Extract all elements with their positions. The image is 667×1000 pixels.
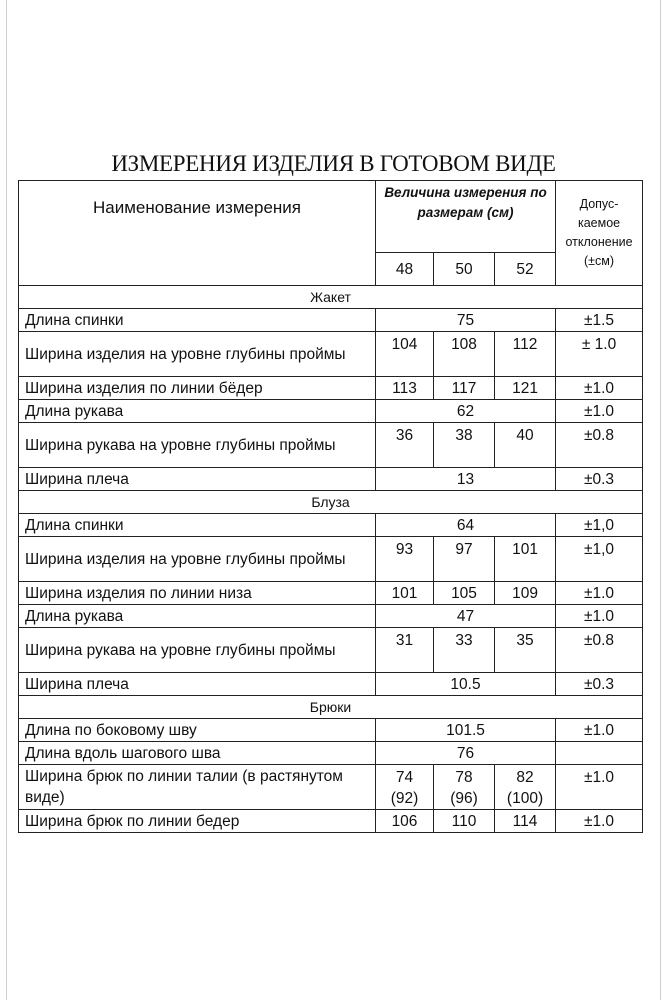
table-row [19, 309, 643, 332]
section-title: Жакет [19, 286, 643, 309]
table-row [19, 537, 643, 582]
measurement-name: Ширина изделия на уровне глубины проймы [19, 332, 376, 377]
tolerance-value: ±0.8 [556, 423, 643, 468]
header-tolerance: Допус-каемое отклонение (±см) [556, 181, 643, 286]
section-row [19, 491, 643, 514]
tolerance-value: ±1.0 [556, 400, 643, 423]
table-row [19, 628, 643, 673]
value-all-sizes: 10.5 [376, 673, 556, 696]
value-size-50: 33 [434, 628, 495, 673]
page-title: ИЗМЕРЕНИЯ ИЗДЕЛИЯ В ГОТОВОМ ВИДЕ [111, 151, 556, 176]
tolerance-value: ±1,0 [556, 537, 643, 582]
value-size-48: 74 (92) [376, 765, 434, 810]
value-size-48: 36 [376, 423, 434, 468]
section-row [19, 696, 643, 719]
value-size-52: 112 [495, 332, 556, 377]
value-size-52: 82 (100) [495, 765, 556, 810]
table-row [19, 605, 643, 628]
tolerance-value: ±1.0 [556, 719, 643, 742]
value-size-48: 113 [376, 377, 434, 400]
table-row [19, 673, 643, 696]
value-size-48: 106 [376, 810, 434, 833]
measurements-table [18, 180, 643, 833]
section-row [19, 286, 643, 309]
tolerance-value: ±0.8 [556, 628, 643, 673]
table-row [19, 582, 643, 605]
value-all-sizes: 13 [376, 468, 556, 491]
value-all-sizes: 75 [376, 309, 556, 332]
value-size-50: 110 [434, 810, 495, 833]
measurement-name: Ширина изделия по линии бёдер [19, 377, 376, 400]
value-size-48: 104 [376, 332, 434, 377]
value-size-52: 101 [495, 537, 556, 582]
header-size-48: 48 [376, 253, 434, 286]
header-size-50: 50 [434, 253, 495, 286]
measurement-name: Длина спинки [19, 514, 376, 537]
measurement-name: Длина по боковому шву [19, 719, 376, 742]
measurement-name: Ширина плеча [19, 468, 376, 491]
value-size-50: 97 [434, 537, 495, 582]
value-all-sizes: 62 [376, 400, 556, 423]
measurement-name: Ширина плеча [19, 673, 376, 696]
tolerance-value: ±1,0 [556, 514, 643, 537]
table-row [19, 719, 643, 742]
measurement-name: Ширина брюк по линии бедер [19, 810, 376, 833]
tolerance-value: ±1.0 [556, 765, 643, 810]
tolerance-value: ±0.3 [556, 673, 643, 696]
measurement-name: Ширина изделия по линии низа [19, 582, 376, 605]
table-row [19, 765, 643, 810]
section-title: Брюки [19, 696, 643, 719]
value-all-sizes: 47 [376, 605, 556, 628]
value-size-48: 101 [376, 582, 434, 605]
value-size-50: 78 (96) [434, 765, 495, 810]
measurement-name: Ширина рукава на уровне глубины проймы [19, 423, 376, 468]
tolerance-value: ± 1.0 [556, 332, 643, 377]
table-row [19, 468, 643, 491]
table-row [19, 400, 643, 423]
section-title: Блуза [19, 491, 643, 514]
value-all-sizes: 101.5 [376, 719, 556, 742]
tolerance-value: ±0.3 [556, 468, 643, 491]
value-size-52: 121 [495, 377, 556, 400]
tolerance-value [556, 742, 643, 765]
measurement-name: Длина рукава [19, 605, 376, 628]
table-row [19, 332, 643, 377]
measurement-name: Длина вдоль шагового шва [19, 742, 376, 765]
value-size-50: 117 [434, 377, 495, 400]
value-size-50: 38 [434, 423, 495, 468]
table-row [19, 810, 643, 833]
measurement-name: Ширина изделия на уровне глубины проймы [19, 537, 376, 582]
value-size-52: 109 [495, 582, 556, 605]
value-size-50: 108 [434, 332, 495, 377]
table-row [19, 742, 643, 765]
measurement-name: Длина спинки [19, 309, 376, 332]
table-row [19, 423, 643, 468]
header-size: Величина измерения по размерам (см) [376, 181, 556, 253]
value-size-50: 105 [434, 582, 495, 605]
value-size-52: 35 [495, 628, 556, 673]
tolerance-value: ±1.0 [556, 582, 643, 605]
value-size-48: 31 [376, 628, 434, 673]
measurement-name: Длина рукава [19, 400, 376, 423]
table-row [19, 377, 643, 400]
header-size-52: 52 [495, 253, 556, 286]
tolerance-value: ±1.0 [556, 377, 643, 400]
tolerance-value: ±1.5 [556, 309, 643, 332]
measurement-name: Ширина рукава на уровне глубины проймы [19, 628, 376, 673]
value-size-52: 40 [495, 423, 556, 468]
tolerance-value: ±1.0 [556, 605, 643, 628]
tolerance-value: ±1.0 [556, 810, 643, 833]
measurement-name: Ширина брюк по линии талии (в растянутом виде) [19, 765, 376, 810]
table-row [19, 514, 643, 537]
value-all-sizes: 76 [376, 742, 556, 765]
value-size-52: 114 [495, 810, 556, 833]
value-size-48: 93 [376, 537, 434, 582]
header-name: Наименование измерения [19, 181, 376, 286]
value-all-sizes: 64 [376, 514, 556, 537]
